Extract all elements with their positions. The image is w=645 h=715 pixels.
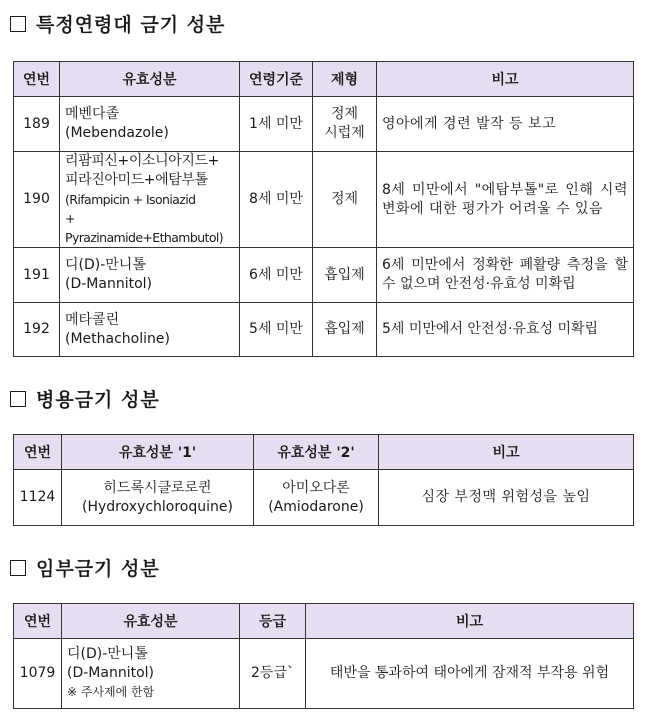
- row-age: 1세 미만: [240, 97, 313, 152]
- row-grade: 2등급`: [240, 639, 306, 709]
- ingredient-en: (D-Mannitol): [67, 665, 154, 681]
- section-title-age: 특정연령대 금기 성분: [10, 10, 225, 37]
- table-row: [14, 639, 634, 709]
- table-header-row: [14, 62, 634, 97]
- ingredient-ko: 디(D)-만니톨: [67, 646, 148, 662]
- header-remark: 비고: [379, 435, 634, 470]
- header-no: 연번: [14, 435, 62, 470]
- header-form: 제형: [313, 62, 377, 97]
- row-no: 1079: [14, 639, 62, 709]
- pregnancy-contraindication-table: [13, 603, 634, 709]
- ingredient-ko: 메벤다졸: [65, 106, 120, 122]
- ingredient-en: (D-Mannitol): [65, 276, 152, 292]
- row-no: 189: [14, 97, 60, 152]
- table-row: [14, 470, 634, 526]
- ingredient-ko: 히드록시클로로퀸: [103, 479, 212, 496]
- table-row: [14, 248, 634, 303]
- row-form: 정제 시럽제: [313, 97, 377, 152]
- ingredient-ko: 아미오다론: [282, 479, 350, 496]
- age-contraindication-table: [13, 61, 634, 357]
- row-no: 1124: [14, 470, 62, 526]
- checkbox-square-icon: [10, 391, 26, 407]
- row-remark: 6세 미만에서 정확한 폐활량 측정을 할 수 없으며 안전성·유효성 미확립: [377, 248, 634, 303]
- row-remark: 심장 부정맥 위험성을 높임: [379, 470, 634, 526]
- injection-note: ※ 주사제에 한함: [67, 685, 155, 699]
- row-ingredient: [62, 639, 240, 709]
- header-ingredient: 유효성분: [62, 604, 240, 639]
- ingredient-ko: 디(D)-만니톨: [65, 257, 146, 273]
- row-age: 6세 미만: [240, 248, 313, 303]
- row-age: 5세 미만: [240, 303, 313, 357]
- row-no: 192: [14, 303, 60, 357]
- row-age: 8세 미만: [240, 152, 313, 248]
- row-no: 191: [14, 248, 60, 303]
- row-remark: 5세 미만에서 안전성·유효성 미확립: [377, 303, 634, 357]
- row-ingredient-2: [254, 470, 379, 526]
- row-ingredient: [60, 97, 240, 152]
- checkbox-square-icon: [10, 560, 26, 576]
- table-header-row: [14, 604, 634, 639]
- table-row: [14, 152, 634, 248]
- row-remark: 태반을 통과하여 태아에게 잠재적 부작용 위험: [306, 639, 634, 709]
- header-remark: 비고: [306, 604, 634, 639]
- row-ingredient: [60, 152, 240, 248]
- ingredient-en: (Amiodarone): [268, 498, 364, 515]
- checkbox-square-icon: [10, 16, 26, 32]
- table-row: [14, 303, 634, 357]
- header-remark: 비고: [377, 62, 634, 97]
- header-no: 연번: [14, 62, 60, 97]
- header-age: 연령기준: [240, 62, 313, 97]
- header-ingredient-2: 유효성분 '2': [254, 435, 379, 470]
- header-grade: 등급: [240, 604, 306, 639]
- header-no: 연번: [14, 604, 62, 639]
- combination-contraindication-table: [13, 434, 634, 526]
- section-title-pregnancy: 임부금기 성분: [10, 554, 160, 581]
- row-form: 정제: [313, 152, 377, 248]
- row-remark: 8세 미만에서 "에탐부톨"로 인해 시력 변화에 대한 평가가 어려울 수 있음: [377, 152, 634, 248]
- header-ingredient-1: 유효성분 '1': [62, 435, 254, 470]
- ingredient-en: (Hydroxychloroquine): [82, 498, 233, 515]
- row-ingredient: [60, 248, 240, 303]
- ingredient-en: (Rifampicin + Isoniazid + Pyrazinamide+Ethambutol): [65, 192, 224, 245]
- row-ingredient-1: [62, 470, 254, 526]
- row-form: 흡입제: [313, 248, 377, 303]
- ingredient-ko: 리팜피신+이소니아지드+ 피라진아미드+에탐부톨: [65, 153, 219, 188]
- header-ingredient: 유효성분: [60, 62, 240, 97]
- row-remark: 영아에게 경련 발작 등 보고: [377, 97, 634, 152]
- table-header-row: [14, 435, 634, 470]
- row-ingredient: [60, 303, 240, 357]
- ingredient-ko: 메타콜린: [65, 311, 120, 328]
- ingredient-en: (Mebendazole): [65, 125, 169, 141]
- table-row: [14, 97, 634, 152]
- ingredient-en: (Methacholine): [65, 330, 170, 347]
- row-no: 190: [14, 152, 60, 248]
- row-form: 흡입제: [313, 303, 377, 357]
- section-title-combo: 병용금기 성분: [10, 385, 160, 412]
